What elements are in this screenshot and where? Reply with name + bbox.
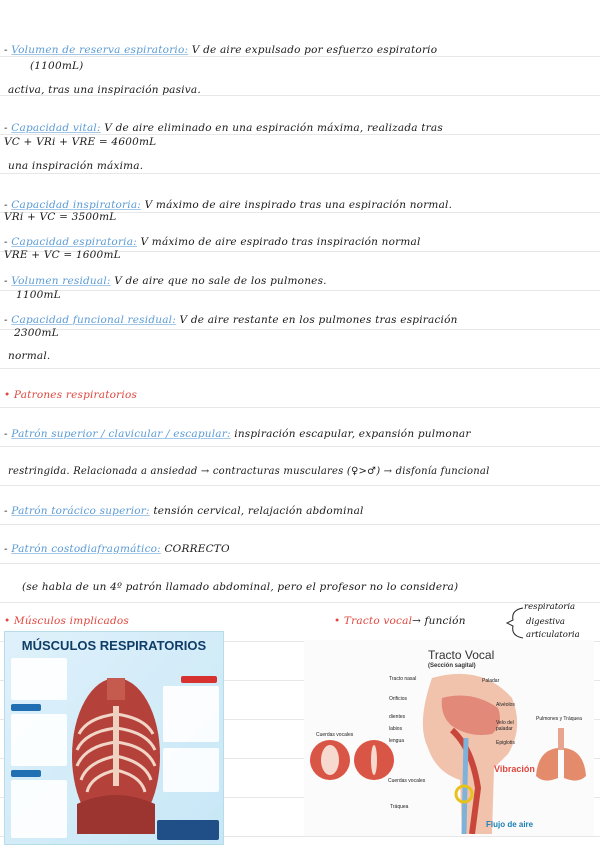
def-patron-superior: inspiración escapular, expansión pulmonar [234, 428, 471, 440]
def-patron-costo: CORRECTO [164, 543, 230, 555]
info-tag [181, 676, 217, 683]
label-velo: Velo del paladar [496, 720, 514, 732]
term-patron-toracico: Patrón torácico superior: [11, 505, 150, 517]
value-crf: 2300mL [14, 327, 59, 339]
term-crf: Capacidad funcional residual: [11, 314, 176, 326]
term-ci: Capacidad inspiratoria: [11, 199, 142, 211]
formula-ci: VRi + VC = 3500mL [4, 211, 117, 223]
note-patron-costo: - Patrón costodiafragmático: CORRECTO [4, 543, 230, 555]
def-vre: V de aire expulsado por esfuerzo espiratorio [191, 44, 438, 56]
label-paladar: Paladar [482, 678, 500, 684]
tracto-arrow: → función [412, 615, 466, 627]
def-crf: V de aire restante en los pulmones tras espiración [179, 314, 458, 326]
label-dientes: dientes [389, 714, 406, 720]
lungs-figure [532, 726, 590, 786]
cont-patron-superior: restringida. Relacionada a ansiedad → contracturas musculares (♀>♂) → disfonía funcional [8, 466, 490, 477]
formula-cv: VC + VRi + VRE = 4600mL [4, 136, 157, 148]
label-cuerdas-img: Cuerdas vocales [316, 732, 354, 738]
term-ce: Capacidad espiratoria: [11, 236, 137, 248]
note-vre [4, 44, 437, 56]
note-patron-superior: - Patrón superior / clavicular / escapular: inspiración escapular, expansión pulmonar [4, 428, 471, 440]
label-vibracion: Vibración [494, 764, 535, 774]
formula-ce: VRE + VC = 1600mL [4, 249, 121, 261]
heading-patrones: • Patrones respiratorios [4, 389, 138, 401]
label-flujo: Flujo de aire [486, 820, 534, 829]
note-ci: - Capacidad inspiratoria: V máximo de aire inspirado tras una espiración normal. [4, 199, 453, 211]
def-patron-toracico: tensión cervical, relajación abdominal [153, 505, 364, 517]
note-patron-toracico: - Patrón torácico superior: tensión cervical, relajación abdominal [4, 505, 364, 517]
dash: - [4, 44, 12, 56]
term-patron-superior: Patrón superior / clavicular / escapular: [11, 428, 231, 440]
value-vre: (1100mL) [30, 60, 84, 72]
value-vr: 1100mL [16, 289, 61, 301]
heading-tracto: • Tracto vocal [334, 615, 413, 627]
note-cv: - Capacidad vital: V de aire eliminado en una espiración máxima, realizada tras [4, 122, 443, 134]
info-panel [163, 748, 219, 792]
label-epiglotis: Epiglotis [496, 740, 515, 746]
label-traquea: Tráquea [390, 804, 409, 810]
infographic-musculos-respiratorios [4, 631, 224, 845]
info-panel [11, 658, 67, 700]
def-ce: V máximo de aire espirado tras inspiración normal [140, 236, 421, 248]
label-pulmones: Pulmones y Tráquea [536, 716, 582, 722]
term-vr: Volumen residual: [11, 275, 111, 287]
brace-icon [505, 606, 525, 640]
diagram-title: Tracto Vocal [428, 648, 495, 662]
info-panel [11, 714, 67, 766]
cont-vre: activa, tras una inspiración pasiva. [8, 84, 201, 96]
info-panel [11, 780, 67, 838]
cont-crf: normal. [8, 350, 51, 362]
note-ce: - Capacidad espiratoria: V máximo de aire espirado tras inspiración normal [4, 236, 421, 248]
infographic-title: MÚSCULOS RESPIRATORIOS [21, 638, 207, 653]
heading-musculos: • Músculos implicados [4, 615, 130, 627]
function-respiratoria: respiratoria [524, 602, 576, 612]
label-lengua: lengua [389, 738, 405, 744]
diagram-tracto-vocal [304, 640, 594, 836]
info-panel [163, 686, 219, 742]
label-nasal: Tracto nasal [389, 676, 417, 682]
term-patron-costo: Patrón costodiafragmático: [11, 543, 161, 555]
function-digestiva: digestiva [526, 617, 565, 627]
info-footer [157, 820, 219, 840]
note-vr: - Volumen residual: V de aire que no sale de los pulmones. [4, 275, 327, 287]
def-vr: V de aire que no sale de los pulmones. [114, 275, 327, 287]
label-cuerdas: Cuerdas vocales [388, 778, 426, 784]
info-tag [11, 770, 41, 777]
def-cv: V de aire eliminado en una espiración máxima, realizada tras [104, 122, 443, 134]
term-cv: Capacidad vital: [11, 122, 101, 134]
torso-muscles-figure [67, 674, 165, 839]
function-articulatoria: articulatoria [526, 630, 580, 640]
label-alveolos: Alvéolos [496, 702, 515, 708]
cont-cv: una inspiración máxima. [8, 160, 144, 172]
def-ci: V máximo de aire inspirado tras una espiración normal. [144, 199, 453, 211]
head-sagittal-figure [412, 668, 532, 834]
diagram-subtitle: (Sección sagital) [428, 663, 476, 669]
note-cuarto-patron: (se habla de un 4º patrón llamado abdominal, pero el profesor no lo considera) [22, 581, 459, 593]
label-orificios: Orificios [389, 696, 408, 702]
term-vre: Volumen de reserva espiratorio: [11, 44, 189, 56]
vocal-cords-figure [308, 738, 398, 782]
note-crf: - Capacidad funcional residual: V de aire restante en los pulmones tras espiración [4, 314, 458, 326]
label-labios: labios [389, 726, 403, 732]
info-tag [11, 704, 41, 711]
